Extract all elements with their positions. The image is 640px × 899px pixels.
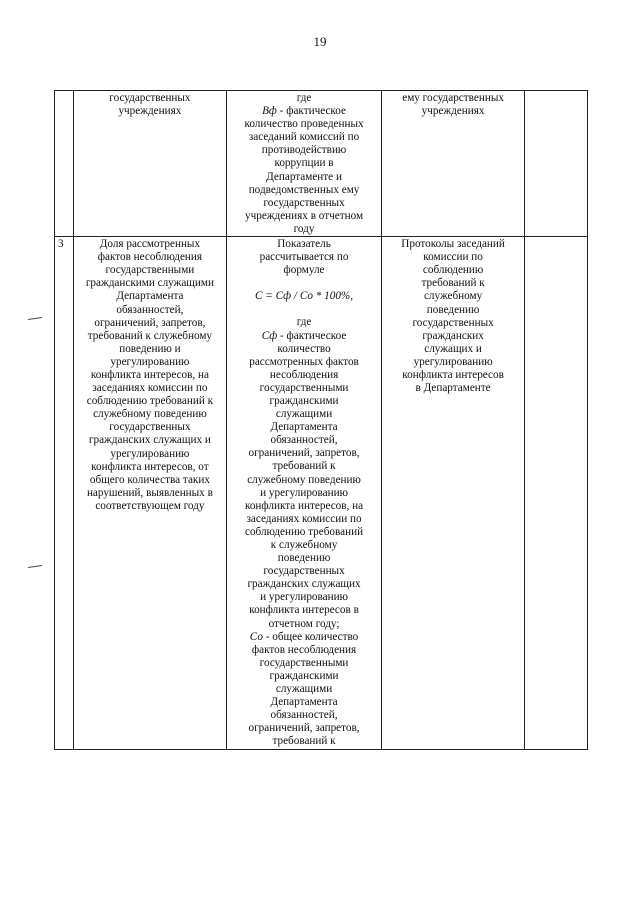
- text-line: гражданскими: [269, 394, 339, 407]
- empty-cell: [524, 237, 587, 749]
- text-line: Доля рассмотренных: [99, 238, 201, 251]
- text-line: обязанностей,: [270, 709, 338, 722]
- text-line: Со - общее количество: [249, 630, 359, 643]
- text-line: рассмотренных фактов: [249, 355, 359, 368]
- text-line: отчетном году;: [268, 617, 340, 630]
- text-line: году: [293, 222, 315, 235]
- text-line: конфликта интересов, от: [91, 460, 209, 473]
- text-line: поведению и: [119, 342, 181, 355]
- text-line: соблюдению: [422, 264, 484, 277]
- formula: С = Сф / Со * 100%,: [255, 290, 354, 303]
- margin-mark: [28, 317, 42, 320]
- text-line: урегулированию: [110, 447, 190, 460]
- text-line: государственными: [105, 264, 195, 277]
- text-line: ограничений, запретов,: [248, 447, 360, 460]
- text-line: количество проведенных: [244, 118, 364, 131]
- text-line: Департаменте и: [266, 170, 342, 183]
- indicator-name-cell: [74, 91, 226, 237]
- text-line: Департамента: [270, 696, 338, 709]
- text-line: требований к: [272, 460, 336, 473]
- data-source-cell: [382, 91, 524, 237]
- text-line: ограничений, запретов,: [94, 316, 206, 329]
- text-line: поведению: [277, 552, 331, 565]
- text-line: служащими: [275, 408, 333, 421]
- text-line: в Департаменте: [415, 382, 491, 395]
- text-line: учреждениях: [118, 105, 182, 118]
- text-line: гражданских служащих: [247, 578, 361, 591]
- table-row: [55, 91, 588, 237]
- indicator-name-cell: [74, 237, 226, 749]
- text-line: обязанностей,: [116, 303, 184, 316]
- empty-cell: [524, 91, 587, 237]
- text-line: соблюдению требований к: [86, 395, 214, 408]
- text-line: рассчитывается по: [259, 251, 349, 264]
- text-line: Департамента: [116, 290, 184, 303]
- text-line: требований к служебному: [87, 329, 213, 342]
- text-line: комиссии по: [423, 251, 483, 264]
- text-line: гражданских служащих и: [88, 434, 211, 447]
- text-line: Вф - фактическое: [262, 105, 346, 118]
- text-line: требований к: [421, 277, 485, 290]
- text-line: гражданскими: [269, 669, 339, 682]
- text-line: и урегулированию: [260, 486, 348, 499]
- text-line: заседаниях комиссии по: [246, 512, 362, 525]
- text-line: подведомственных ему: [248, 183, 360, 196]
- text-line: служащих и: [424, 342, 482, 355]
- text-line: служебному: [423, 290, 483, 303]
- text-line: государственных: [412, 316, 494, 329]
- text-line: где: [296, 316, 312, 329]
- text-line: гражданских: [422, 329, 484, 342]
- text-line: Показатель: [277, 238, 331, 251]
- text-line: Сф - фактическое: [261, 329, 347, 342]
- text-line: поведению: [426, 303, 480, 316]
- text-line: нарушений, выявленных в: [86, 486, 213, 499]
- text-line: ограничений, запретов,: [248, 722, 360, 735]
- text-line: государственных: [263, 196, 345, 209]
- text-line: гражданскими служащими: [85, 277, 214, 290]
- text-line: Протоколы заседаний: [401, 238, 505, 251]
- row-number: [55, 91, 74, 237]
- text-line: обязанностей,: [270, 434, 338, 447]
- calculation-method-cell: [226, 91, 382, 237]
- text-line: ему государственных: [402, 92, 504, 104]
- text-line: учреждениях: [421, 105, 485, 118]
- text-line: противодействию: [261, 144, 347, 157]
- text-line: государственных: [109, 92, 191, 104]
- text-line: где: [296, 92, 312, 104]
- variable: Вф: [262, 105, 277, 118]
- indicators-table: [54, 90, 588, 750]
- text-line: урегулированию: [110, 355, 190, 368]
- text-line: конфликта интересов: [402, 368, 504, 381]
- text-line: Департамента: [270, 421, 338, 434]
- text-line: фактов несоблюдения: [97, 251, 203, 264]
- text-line: и урегулированию: [260, 591, 348, 604]
- text-line: несоблюдения: [269, 368, 339, 381]
- text-line: урегулированию: [413, 355, 493, 368]
- page-number: 19: [313, 34, 327, 49]
- text-line: учреждениях в отчетном: [245, 209, 364, 222]
- text-line: заседаниях комиссии по: [92, 382, 208, 395]
- text-line: требований к: [272, 735, 336, 748]
- text-line: служащими: [275, 683, 333, 696]
- text-line: фактов несоблюдения: [251, 643, 357, 656]
- text-line: конфликта интересов в: [249, 604, 359, 617]
- calculation-method-cell: [226, 237, 382, 749]
- text-line: формуле: [283, 264, 325, 277]
- spacer: [230, 303, 379, 316]
- table-row: [55, 237, 588, 749]
- variable: Сф: [261, 329, 278, 342]
- text-line: количество: [277, 342, 331, 355]
- text-line: служебному поведению: [93, 408, 207, 421]
- margin-mark: [28, 565, 42, 568]
- text-line: государственных: [109, 421, 191, 434]
- row-number: 3: [55, 237, 74, 749]
- text-line: соблюдению требований: [245, 525, 364, 538]
- text-line: к служебному: [270, 539, 338, 551]
- text-line: государственными: [259, 381, 349, 394]
- text-line: коррупции в: [274, 157, 334, 170]
- text-line: государственными: [259, 656, 349, 669]
- text-line: заседаний комиссий по: [248, 131, 360, 144]
- text-line: конфликта интересов, на: [244, 499, 364, 512]
- spacer: [230, 277, 379, 290]
- data-source-cell: [382, 237, 524, 749]
- text-line: государственных: [263, 565, 345, 578]
- text-line: служебному поведению: [247, 473, 361, 486]
- text-line: общего количества таких: [89, 473, 210, 486]
- text-line: соответствующем году: [95, 499, 205, 512]
- text-line: конфликта интересов, на: [90, 368, 209, 381]
- variable: Со: [249, 630, 263, 643]
